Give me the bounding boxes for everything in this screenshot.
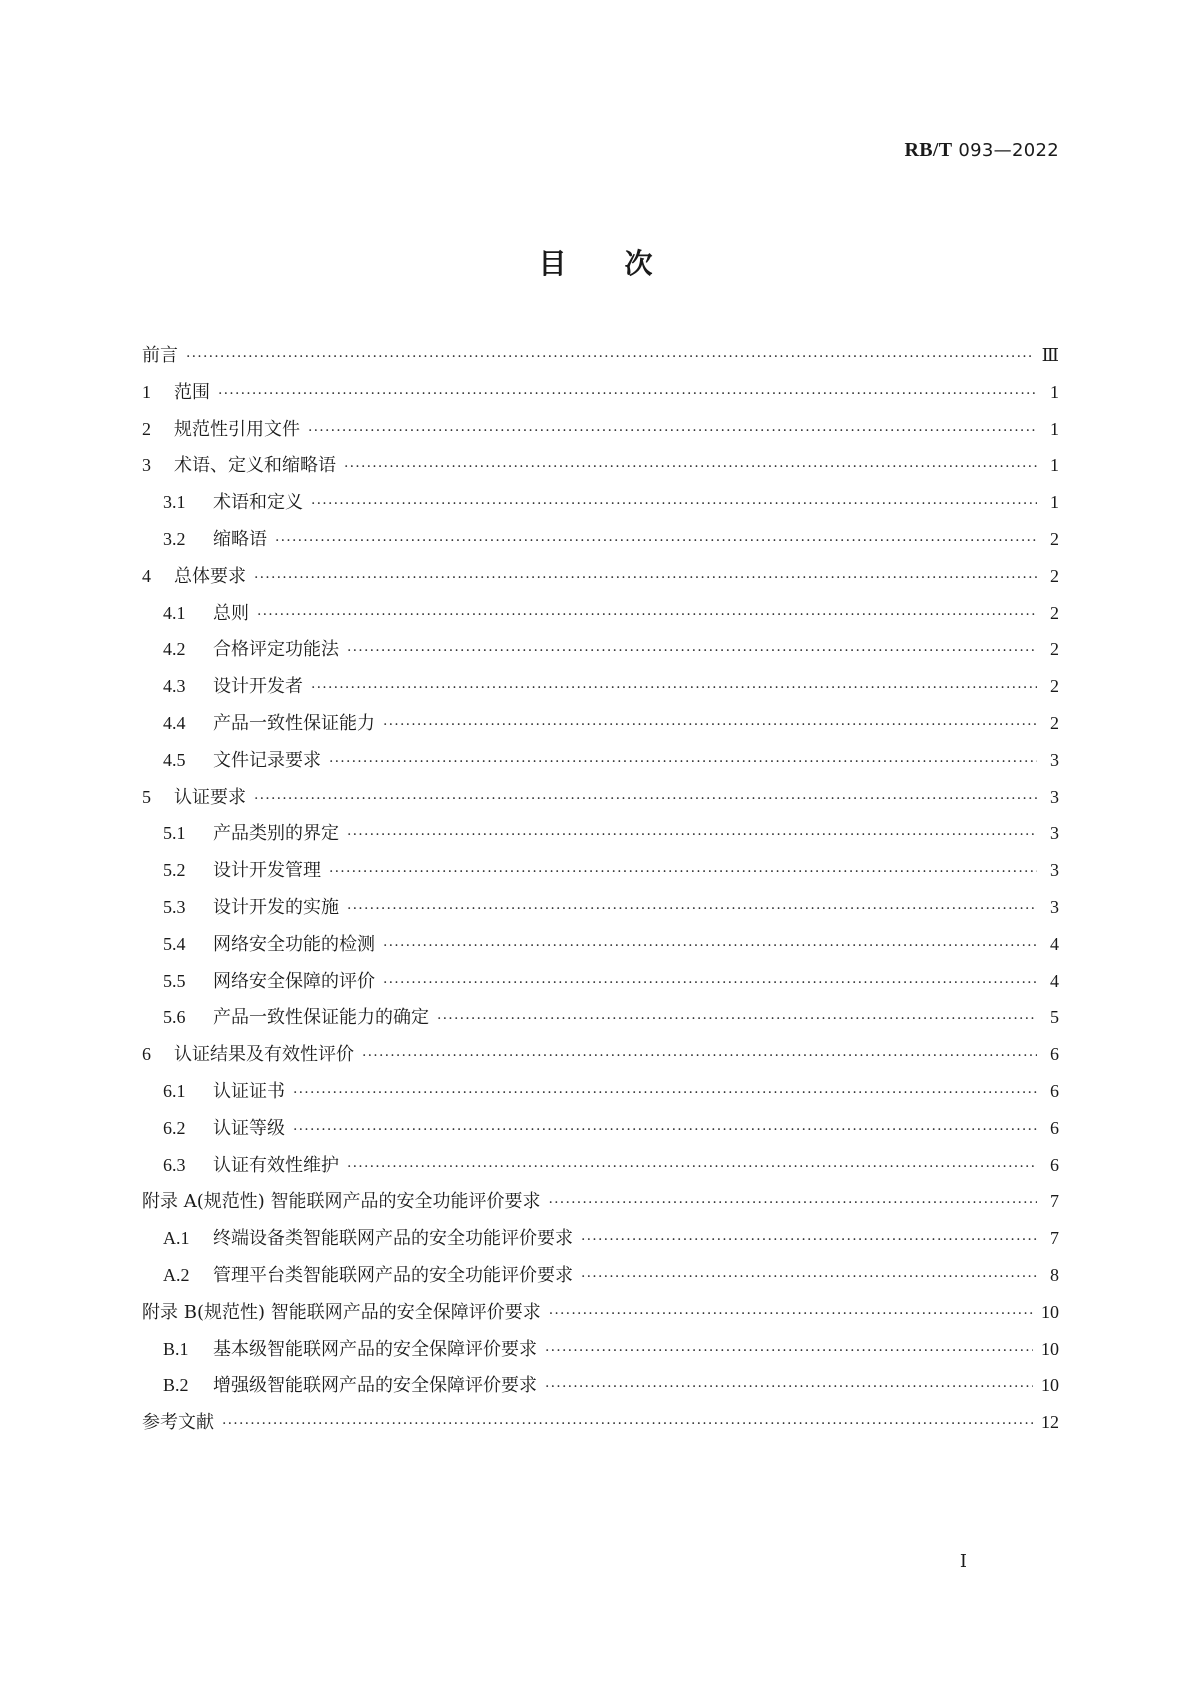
toc-entry-title: 认证证书 [213,1080,285,1102]
toc-entry-number: B.1 [163,1338,189,1359]
toc-leader-dots [347,891,1037,928]
toc-entry-number: 3 [142,455,151,476]
toc-entry-page: Ⅲ [1041,345,1059,365]
toc-entry-title: 基本级智能联网产品的安全保障评价要求 [213,1338,537,1360]
toc-leader-dots [329,854,1037,891]
toc-leader-dots [383,707,1037,744]
toc-entry-page: 8 [1050,1264,1059,1285]
toc-entry-number: 4.3 [163,676,186,697]
toc-leader-dots [329,744,1037,781]
toc-leader-dots [581,1222,1037,1259]
toc-leader-dots [437,1001,1037,1038]
toc-entry-6-3[interactable] [142,1147,1059,1184]
toc-entry-title: 文件记录要求 [213,749,321,771]
toc-entry-page: 6 [1050,1044,1059,1065]
toc-entry-number: 5 [142,786,151,807]
toc-entry-page: 3 [1050,786,1059,807]
toc-entry-title: 总体要求 [174,565,246,587]
toc-entry-1[interactable] [142,374,1059,411]
toc-entry-title: 前言 [142,345,178,366]
toc-entry-title: 附录 A(规范性) 智能联网产品的安全功能评价要求 [142,1191,541,1213]
toc-entry-page: 5 [1050,1007,1059,1028]
toc-entry-title: 管理平台类智能联网产品的安全功能评价要求 [213,1264,573,1286]
toc-entry-5-1[interactable] [142,815,1059,852]
toc-leader-dots [293,1075,1037,1112]
toc-leader-dots [581,1259,1037,1296]
toc-entry-5-4[interactable] [142,926,1059,963]
toc-entry-6-2[interactable] [142,1110,1059,1147]
toc-entry-number: 5.3 [163,896,186,917]
toc-leader-dots [257,597,1037,634]
toc-entry-number: 5.1 [163,823,186,844]
toc-entry-page: 7 [1050,1191,1059,1212]
toc-entry-page: 1 [1050,418,1059,439]
toc-entry-page: 10 [1041,1338,1059,1359]
page-title-char-2: 次 [624,247,653,280]
toc-entry-title: 参考文献 [142,1412,214,1434]
toc-entry-title: 网络安全功能的检测 [213,933,375,955]
toc-entry-page: 3 [1050,749,1059,770]
page-title [0,242,1191,282]
toc-entry-title: 网络安全保障的评价 [213,970,375,992]
toc-entry-4-1[interactable] [142,595,1059,632]
toc-leader-dots [347,1149,1037,1186]
toc-entry-number: 4.5 [163,749,186,770]
toc-entry-b-2[interactable] [142,1367,1059,1404]
toc-entry-annex-b[interactable] [142,1294,1059,1331]
toc-leader-dots [275,523,1037,560]
toc-entry-5[interactable] [142,779,1059,816]
toc-entry-5-5[interactable] [142,963,1059,1000]
table-of-contents [142,337,1059,1441]
toc-leader-dots [383,928,1037,965]
toc-entry-page: 3 [1050,823,1059,844]
toc-entry-title: 规范性引用文件 [174,418,300,440]
toc-entry-page: 2 [1050,565,1059,586]
toc-leader-dots [545,1333,1033,1370]
toc-entry-5-3[interactable] [142,889,1059,926]
toc-leader-dots [254,781,1037,818]
toc-entry-number: 5.5 [163,970,186,991]
toc-entry-title: 设计开发管理 [213,860,321,882]
toc-entry-annex-a[interactable] [142,1183,1059,1220]
toc-entry-number: A.1 [163,1228,190,1249]
toc-entry-foreword[interactable] [142,337,1059,374]
toc-entry-number: 4.2 [163,639,186,660]
toc-entry-title: 设计开发者 [213,676,303,698]
toc-entry-page: 2 [1050,639,1059,660]
toc-entry-page: 3 [1050,860,1059,881]
toc-entry-title: 范围 [174,381,210,403]
toc-leader-dots [549,1296,1033,1333]
toc-entry-title: 认证要求 [174,786,246,808]
toc-entry-a-1[interactable] [142,1220,1059,1257]
toc-entry-3[interactable] [142,447,1059,484]
toc-entry-b-1[interactable] [142,1331,1059,1368]
toc-entry-page: 10 [1041,1375,1059,1396]
toc-entry-page: 6 [1050,1117,1059,1138]
toc-entry-number: A.2 [163,1264,190,1285]
toc-leader-dots [218,376,1037,413]
toc-entry-title: 产品一致性保证能力 [213,712,375,734]
toc-entry-number: 5.2 [163,860,186,881]
toc-entry-number: 6.2 [163,1117,186,1138]
toc-entry-a-2[interactable] [142,1257,1059,1294]
toc-entry-number: 5.4 [163,933,186,954]
toc-entry-title: 认证等级 [213,1117,285,1139]
toc-entry-title: 认证结果及有效性评价 [174,1044,354,1066]
toc-entry-page: 1 [1050,455,1059,476]
toc-entry-page: 3 [1050,896,1059,917]
toc-entry-number: 4.4 [163,712,186,733]
toc-leader-dots [344,449,1037,486]
toc-leader-dots [293,1112,1037,1149]
toc-leader-dots [347,633,1037,670]
toc-entry-page: 12 [1041,1412,1059,1433]
toc-leader-dots [347,817,1037,854]
toc-entry-4[interactable] [142,558,1059,595]
toc-entry-page: 2 [1050,528,1059,549]
toc-entry-number: 6.1 [163,1080,186,1101]
toc-entry-4-2[interactable] [142,631,1059,668]
toc-entry-page: 7 [1050,1228,1059,1249]
toc-entry-title: 终端设备类智能联网产品的安全功能评价要求 [213,1228,573,1250]
toc-entry-number: B.2 [163,1375,189,1396]
toc-entry-5-6[interactable] [142,999,1059,1036]
toc-entry-4-5[interactable] [142,742,1059,779]
toc-leader-dots [549,1185,1038,1222]
toc-entry-4-3[interactable] [142,668,1059,705]
toc-entry-title: 产品一致性保证能力的确定 [213,1007,429,1029]
toc-entry-page: 2 [1050,712,1059,733]
toc-entry-title: 附录 B(规范性) 智能联网产品的安全保障评价要求 [142,1301,541,1323]
toc-entry-title: 设计开发的实施 [213,896,339,918]
toc-entry-page: 6 [1050,1154,1059,1175]
toc-entry-number: 3.2 [163,528,186,549]
toc-leader-dots [383,965,1037,1002]
toc-entry-page: 2 [1050,602,1059,623]
toc-entry-page: 2 [1050,676,1059,697]
toc-entry-title: 合格评定功能法 [213,639,339,661]
toc-entry-page: 1 [1050,381,1059,402]
toc-entry-number: 6 [142,1044,151,1065]
toc-entry-title: 术语、定义和缩略语 [174,455,336,477]
toc-entry-title: 增强级智能联网产品的安全保障评价要求 [213,1375,537,1397]
toc-entry-title: 总则 [213,602,249,624]
toc-entry-page: 1 [1050,492,1059,513]
page-title-char-1: 目 [538,247,567,280]
toc-leader-dots [254,560,1037,597]
standard-prefix: RB/T [904,139,953,161]
toc-leader-dots [362,1038,1037,1075]
toc-entry-number: 3.1 [163,492,186,513]
toc-entry-5-2[interactable] [142,852,1059,889]
toc-entry-title: 术语和定义 [213,492,303,514]
toc-leader-dots [545,1369,1033,1406]
standard-code [905,139,1059,162]
toc-entry-2[interactable] [142,411,1059,448]
standard-number: 093—2022 [952,140,1059,161]
toc-entry-bibliography[interactable] [142,1404,1059,1441]
toc-entry-6-1[interactable] [142,1073,1059,1110]
toc-entry-number: 4 [142,565,151,586]
toc-leader-dots [222,1406,1033,1443]
toc-entry-3-1[interactable] [142,484,1059,521]
toc-entry-page: 6 [1050,1080,1059,1101]
toc-entry-6[interactable] [142,1036,1059,1073]
toc-entry-title: 缩略语 [213,528,267,550]
toc-leader-dots [311,670,1037,707]
toc-entry-number: 4.1 [163,602,186,623]
toc-entry-page: 10 [1041,1301,1059,1322]
toc-entry-3-2[interactable] [142,521,1059,558]
page-number: Ⅰ [959,1551,967,1571]
toc-leader-dots [308,413,1037,450]
toc-entry-title: 认证有效性维护 [213,1154,339,1176]
toc-entry-page: 4 [1050,933,1059,954]
toc-entry-number: 2 [142,418,151,439]
toc-entry-title: 产品类别的界定 [213,823,339,845]
toc-entry-number: 5.6 [163,1007,186,1028]
toc-leader-dots [311,486,1037,523]
toc-entry-page: 4 [1050,970,1059,991]
toc-entry-number: 6.3 [163,1154,186,1175]
toc-entry-number: 1 [142,381,151,402]
toc-entry-4-4[interactable] [142,705,1059,742]
toc-leader-dots [186,339,1034,376]
